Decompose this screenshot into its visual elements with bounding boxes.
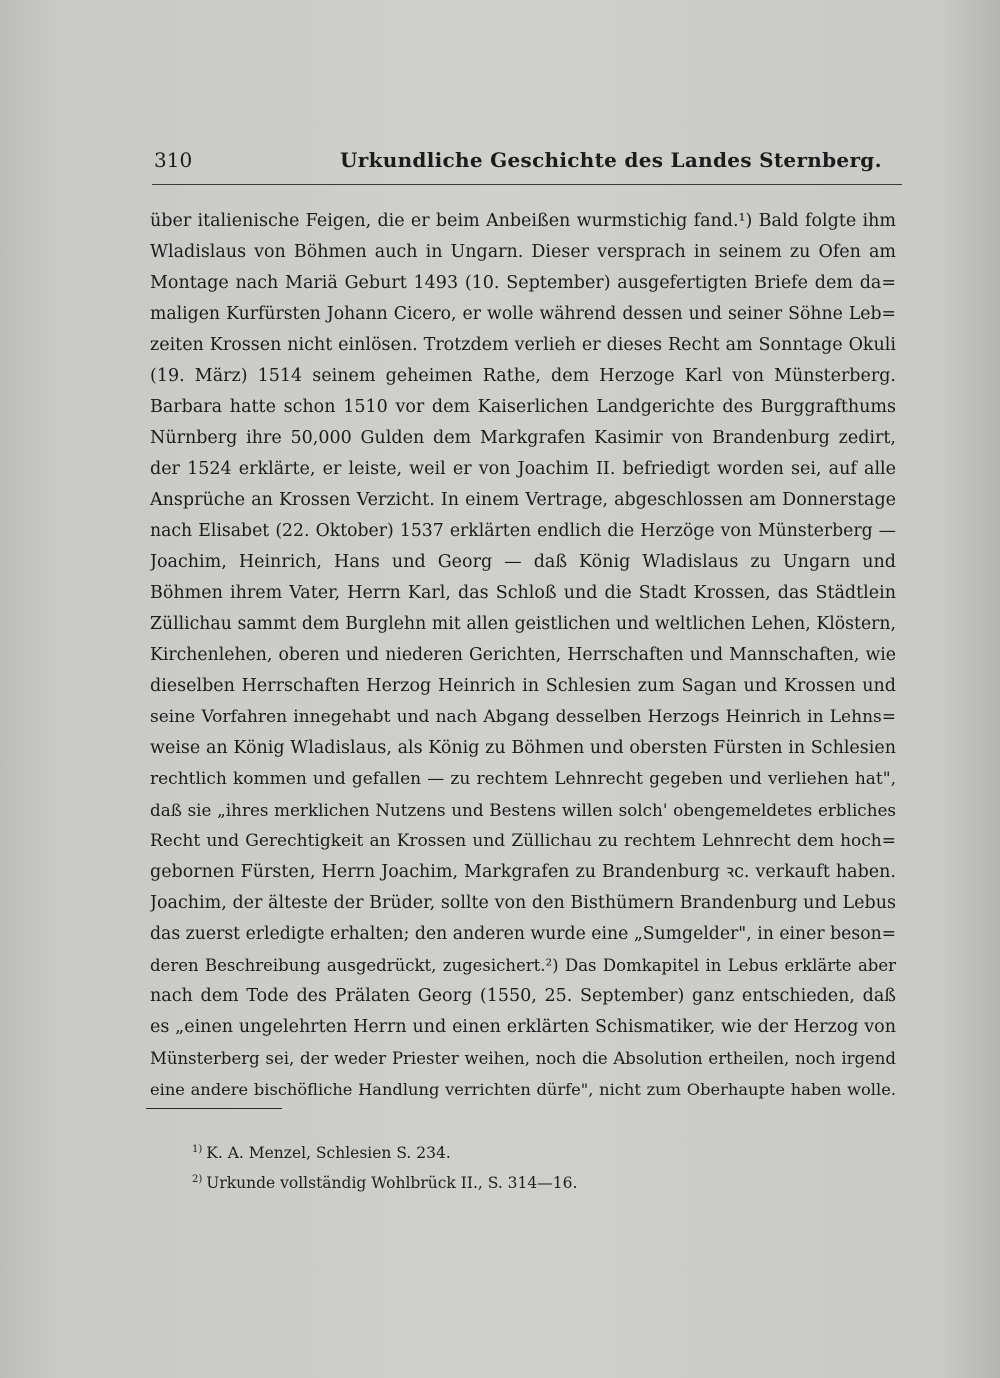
text-line: Joachim, der älteste der Brüder, sollte von den Bisthümern Brandenburg und Lebus bbox=[150, 893, 896, 913]
text-line: gebornen Fürsten, Herrn Joachim, Markgrafen zu Brandenburg ꝛc. verkauft haben. bbox=[150, 862, 896, 882]
text-line: Barbara hatte schon 1510 vor dem Kaiserlichen Landgerichte des Burggrafthums bbox=[150, 397, 896, 417]
page-number: 310 bbox=[154, 148, 193, 172]
footnote-1 bbox=[192, 1135, 792, 1165]
text-line: Kirchenlehen, oberen und niederen Gerichten, Herrschaften und Mannschaften, wie bbox=[150, 645, 896, 665]
text-line: über italienische Feigen, die er beim Anbeißen wurmstichig fand.¹) Bald folgte ihm bbox=[150, 211, 896, 231]
text-line: deren Beschreibung ausgedrückt, zugesichert.²) Das Domkapitel in Lebus erklärte aber bbox=[150, 956, 896, 975]
footnote-text: Urkunde vollständig Wohlbrück II., S. 314—16. bbox=[206, 1174, 578, 1192]
footnote-mark: 1) bbox=[192, 1144, 203, 1155]
text-line: Joachim, Heinrich, Hans und Georg — daß König Wladislaus zu Ungarn und bbox=[150, 552, 896, 572]
body-text bbox=[150, 206, 896, 1105]
text-line: zeiten Krossen nicht einlösen. Trotzdem verlieh er dieses Recht am Sonntage Okuli bbox=[150, 335, 896, 355]
text-line: Züllichau sammt dem Burglehn mit allen geistlichen und weltlichen Lehen, Klöstern, bbox=[150, 614, 896, 634]
text-line: maligen Kurfürsten Johann Cicero, er wolle während dessen und seiner Söhne Leb= bbox=[150, 304, 896, 324]
text-line: weise an König Wladislaus, als König zu Böhmen und obersten Fürsten in Schlesien bbox=[150, 738, 896, 758]
text-line: nach dem Tode des Prälaten Georg (1550, 25. September) ganz entschieden, daß bbox=[150, 986, 896, 1006]
text-line: Montage nach Mariä Geburt 1493 (10. September) ausgefertigten Briefe dem da= bbox=[150, 273, 896, 293]
text-line: es „einen ungelehrten Herrn und einen erklärten Schismatiker, wie der Herzog von bbox=[150, 1017, 896, 1037]
footnote-rule bbox=[146, 1108, 282, 1109]
text-line: Münsterberg sei, der weder Priester weihen, noch die Absolution ertheilen, noch irgend bbox=[150, 1049, 896, 1068]
text-line: (19. März) 1514 seinem geheimen Rathe, dem Herzoge Karl von Münsterberg. bbox=[150, 366, 896, 386]
text-line: Böhmen ihrem Vater, Herrn Karl, das Schloß und die Stadt Krossen, das Städtlein bbox=[150, 583, 896, 603]
text-line: Recht und Gerechtigkeit an Krossen und Züllichau zu rechtem Lehnrecht dem hoch= bbox=[150, 831, 896, 851]
footnote-mark: 2) bbox=[192, 1174, 203, 1185]
footnotes bbox=[192, 1135, 792, 1195]
text-line: Wladislaus von Böhmen auch in Ungarn. Dieser versprach in seinem zu Ofen am bbox=[150, 242, 896, 262]
running-title: Urkundliche Geschichte des Landes Sternberg. bbox=[340, 148, 882, 172]
text-line: seine Vorfahren innegehabt und nach Abgang desselben Herzogs Heinrich in Lehns= bbox=[150, 707, 896, 727]
page-header bbox=[152, 146, 902, 185]
footnote-2 bbox=[192, 1165, 792, 1195]
footnote-text: K. A. Menzel, Schlesien S. 234. bbox=[206, 1144, 451, 1162]
text-line: das zuerst erledigte erhalten; den anderen wurde eine „Sumgelder", in einer beson= bbox=[150, 924, 896, 944]
text-line: daß sie „ihres merklichen Nutzens und Bestens willen solch' obengemeldetes erbliches bbox=[150, 800, 896, 820]
text-line: nach Elisabet (22. Oktober) 1537 erklärten endlich die Herzöge von Münsterberg — bbox=[150, 521, 896, 541]
text-line: der 1524 erklärte, er leiste, weil er von Joachim II. befriedigt worden sei, auf alle bbox=[150, 459, 896, 479]
text-line: Ansprüche an Krossen Verzicht. In einem Vertrage, abgeschlossen am Donnerstage bbox=[150, 490, 896, 510]
text-line: dieselben Herrschaften Herzog Heinrich in Schlesien zum Sagan und Krossen und bbox=[150, 676, 896, 696]
text-line: eine andere bischöfliche Handlung verrichten dürfe", nicht zum Oberhaupte haben wolle. bbox=[150, 1080, 896, 1099]
text-line: rechtlich kommen und gefallen — zu rechtem Lehnrecht gegeben und verliehen hat", bbox=[150, 769, 896, 789]
text-line: Nürnberg ihre 50,000 Gulden dem Markgrafen Kasimir von Brandenburg zedirt, bbox=[150, 428, 896, 448]
